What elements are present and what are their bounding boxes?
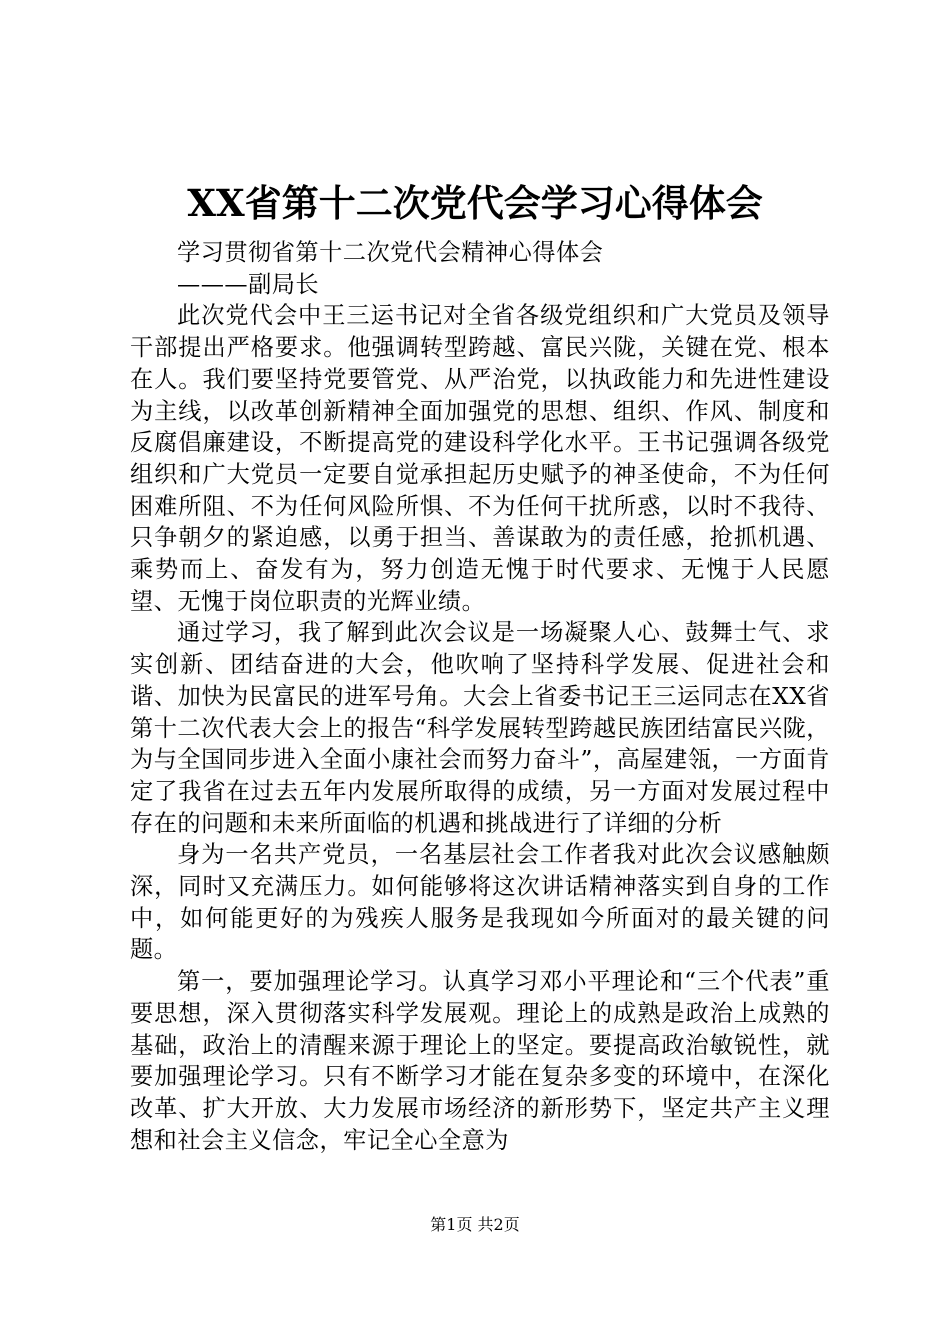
document-title: XX省第十二次党代会学习心得体会: [187, 181, 763, 225]
paragraph-3: 身为一名共产党员，一名基层社会工作者我对此次会议感触颇深，同时又充满压力。如何能够将这次讲话精神落实到自身的工作中，如何能更好的为残疾人服务是我现如今所面对的最关键的问题。: [130, 841, 830, 964]
paragraph-2: 通过学习，我了解到此次会议是一场凝聚人心、鼓舞士气、求实创新、团结奋进的大会，他吹响了坚持科学发展、促进社会和谐、加快为民富民的进军号角。大会上省委书记王三运同志在XX省第十二次代表大会上的报告“科学发展转型跨越民族团结富民兴陇，为与全国同步进入全面小康社会而努力奋斗”，高屋建瓴，一方面肯定了我省在过去五年内发展所取得的成绩，另一方面对发展过程中存在的问题和未来所面临的机遇和挑战进行了详细的分析: [130, 619, 830, 837]
document-byline: ———副局长: [177, 270, 320, 298]
page-footer: 第1页 共2页: [430, 1215, 520, 1234]
paragraph-4: 第一，要加强理论学习。认真学习邓小平理论和“三个代表”重要思想，深入贯彻落实科学发展观。理论上的成熟是政治上成熟的基础，政治上的清醒来源于理论上的坚定。要提高政治敏锐性，就要加强理论学习。只有不断学习才能在复杂多变的环境中，在深化改革、扩大开放、大力发展市场经济的新形势下，坚定共产主义理想和社会主义信念，牢记全心全意为: [130, 968, 830, 1154]
document-body: [130, 237, 830, 1156]
paragraph-1: 此次党代会中王三运书记对全省各级党组织和广大党员及领导干部提出严格要求。他强调转型跨越、富民兴陇，关键在党、根本在人。我们要坚持党要管党、从严治党，以执政能力和先进性建设为主线，以改革创新精神全面加强党的思想、组织、作风、制度和反腐倡廉建设，不断提高党的建设科学化水平。王书记强调各级党组织和广大党员一定要自觉承担起历史赋予的神圣使命，不为任何困难所阻、不为任何风险所惧、不为任何干扰所惑，以时不我待、只争朝夕的紧迫感，以勇于担当、善谋敢为的责任感，抢抓机遇、乘势而上、奋发有为，努力创造无愧于时代要求、无愧于人民愿望、无愧于岗位职责的光辉业绩。: [130, 302, 830, 615]
document-subtitle: 学习贯彻省第十二次党代会精神心得体会: [177, 239, 604, 266]
